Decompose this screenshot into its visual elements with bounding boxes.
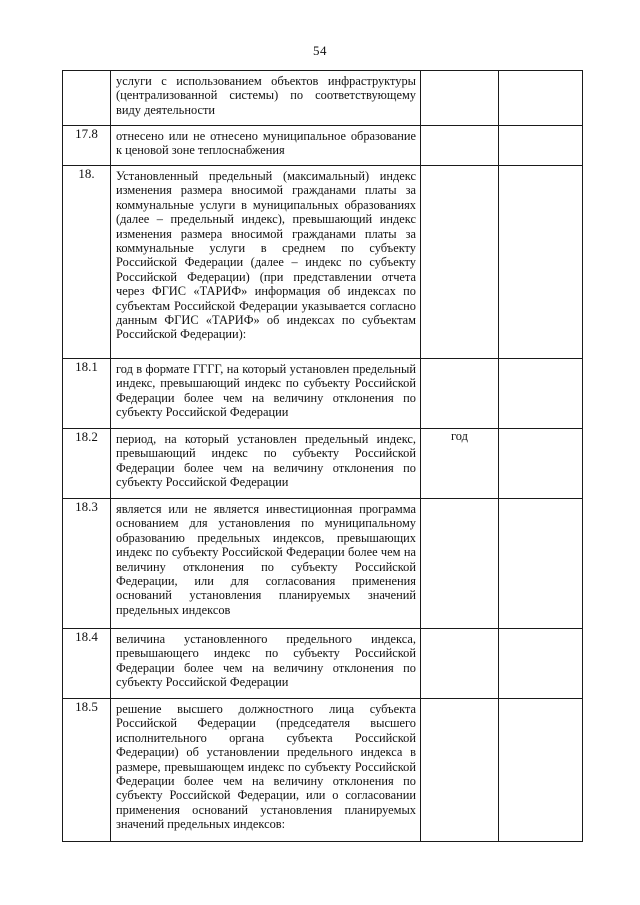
row-description: услуги с использованием объектов инфраструктуры (централизованной системы) по соответствующему виду деятельности [116, 74, 416, 117]
row-description-cell [111, 499, 421, 629]
row-description-cell [111, 71, 421, 126]
table-row [63, 71, 583, 126]
row-unit-cell [421, 359, 499, 429]
row-number-cell: 18.1 [63, 359, 111, 429]
row-description: отнесено или не отнесено муниципальное образование к ценовой зоне теплоснабжения [116, 129, 416, 158]
row-description: год в формате ГГГГ, на который установлен предельный индекс, превышающий индекс по субъекту Российской Федерации более чем на величину отклонения по субъекту Российской Федерации [116, 362, 416, 420]
table-row [63, 429, 583, 499]
row-number-cell [63, 71, 111, 126]
row-unit-cell [421, 166, 499, 359]
table-row [63, 699, 583, 842]
row-unit-cell: год [421, 429, 499, 499]
row-description-cell [111, 699, 421, 842]
table-row [63, 499, 583, 629]
page-number: 54 [313, 43, 327, 58]
row-description: период, на который установлен предельный индекс, превышающий индекс по субъекту Российской Федерации более чем на величину отклонения по субъекту Российской Федерации [116, 432, 416, 490]
row-value-cell [499, 629, 583, 699]
row-number-cell: 18.4 [63, 629, 111, 699]
row-number-cell: 18.5 [63, 699, 111, 842]
row-value-cell [499, 699, 583, 842]
document-table [62, 70, 583, 842]
row-description: Установленный предельный (максимальный) индекс изменения размера вносимой гражданами платы за коммунальные услуги в муниципальных образованиях (далее – предельный индекс), превышающий индекс изменения размера вносимой гражданами платы за коммунальные услуги в среднем по субъекту Российской Федерации (далее – индекс по субъекту Российской Федерации) (при представлении отчета через ФГИС «ТАРИФ» информация об индексах по субъектам Российской Федерации указывается согласно данным ФГИС «ТАРИФ» об индексах по субъектам Российской Федерации): [116, 169, 416, 342]
row-value-cell [499, 499, 583, 629]
row-description-cell [111, 166, 421, 359]
row-description: решение высшего должностного лица субъекта Российской Федерации (председателя высшего исполнительного органа субъекта Российской Федерации) об установлении предельного индекса в размере, превышающем индекс по субъекту Российской Федерации более чем на величину отклонения по субъекту Российской Федерации, или о согласовании применения оснований установления планируемых значений предельных индексов: [116, 702, 416, 832]
row-number-cell: 18. [63, 166, 111, 359]
row-value-cell [499, 359, 583, 429]
row-unit-cell [421, 71, 499, 126]
row-unit-cell [421, 699, 499, 842]
row-number-cell: 17.8 [63, 126, 111, 166]
row-value-cell [499, 126, 583, 166]
row-description-cell [111, 429, 421, 499]
table-row [63, 126, 583, 166]
row-description: является или не является инвестиционная программа основанием для установления по муниципальному образованию предельных индексов, превышающих индекс по субъекту Российской Федерации более чем на величину отклонения по субъекту Российской Федерации, или для согласования применения оснований установления планируемых значений предельных индексов [116, 502, 416, 617]
row-description: величина установленного предельного индекса, превышающего индекс по субъекту Российской Федерации более чем на величину отклонения по субъекту Российской Федерации [116, 632, 416, 690]
row-unit-cell [421, 499, 499, 629]
row-description-cell [111, 359, 421, 429]
table-row [63, 359, 583, 429]
row-unit-cell [421, 629, 499, 699]
row-unit-cell [421, 126, 499, 166]
table-row [63, 166, 583, 359]
table-row [63, 629, 583, 699]
row-value-cell [499, 429, 583, 499]
row-number-cell: 18.2 [63, 429, 111, 499]
row-description-cell [111, 126, 421, 166]
row-description-cell [111, 629, 421, 699]
row-value-cell [499, 166, 583, 359]
row-value-cell [499, 71, 583, 126]
row-number-cell: 18.3 [63, 499, 111, 629]
